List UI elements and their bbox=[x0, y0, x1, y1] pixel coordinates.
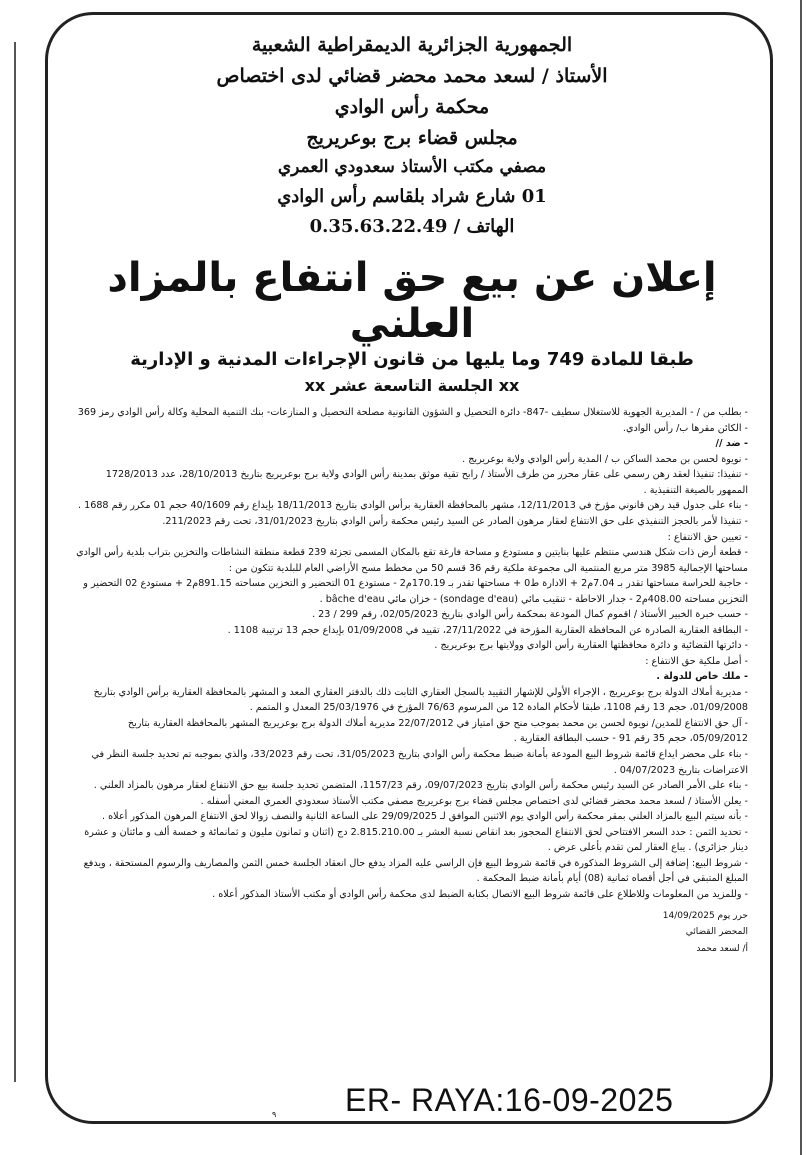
right-edge-line bbox=[800, 0, 802, 1155]
paragraph: - تعيين حق الانتفاع : bbox=[667, 531, 748, 543]
paragraph: - تنفيذا لأمر بالحجز التنفيذي على حق الانتفاع لعقار مرهون الصادر عن السيد رئيس محكمة رأس الوادي بتاريخ 31/01/2023، تحت رقم 211/2023. bbox=[162, 516, 748, 528]
paragraph: - قطعة أرض ذات شكل هندسي منتظم عليها بنايتين و مستودع و مساحة فارغة تقع بالمكان المسمى تجزئة 239 قطعة منطقة النشاطات والتخزين بتراب بلدية رأس الوادي مساحتها الإجمالية 3985 متر مربع المنتمية الى مجموعة ملكية رقم 36 قسم 50 من مخطط مسح الأراضي العام للبلدية تتكون من : bbox=[76, 547, 748, 574]
paragraph: - البطاقة العقارية الصادرة عن المحافظة العقارية المؤرخة في 27/11/2022، تقييد في 01/09/2008 بإيداع حجم 13 ترتيبة 1108 . bbox=[227, 624, 748, 636]
session-label: xx الجلسة التاسعة عشر xx bbox=[304, 376, 520, 396]
signature-block bbox=[72, 908, 752, 957]
paragraph: - حسب خبرة الخبير الأستاذ / اقموم كمال المودعة بمحكمة رأس الوادي بتاريخ 02/05/2023، رقم 299 / 23 . bbox=[312, 609, 748, 621]
notice-title: إعلان عن بيع حق انتفاع بالمزاد العلني bbox=[107, 255, 717, 348]
phone-line: الهاتف / 0.35.63.22.49 bbox=[309, 215, 515, 237]
signature-name: أ/ لسعد محمد bbox=[696, 943, 748, 954]
address-line: 01 شارع شراد بلقاسم رأس الوادي bbox=[277, 185, 547, 207]
paragraph: - ضد // bbox=[715, 438, 748, 450]
paragraph: - أصل ملكية حق الانتفاع : bbox=[645, 655, 748, 667]
paragraph: - وللمزيد من المعلومات وللاطلاع على قائمة شروط البيع الاتصال بكتابة الضبط لدى محكمة رأس الوادي أو مكتب الأستاذ المذكور أعلاه . bbox=[212, 888, 748, 900]
notice-subtitle: طبقا للمادة 749 وما يليها من قانون الإجراءات المدنية و الإدارية bbox=[130, 349, 694, 371]
left-edge-line bbox=[14, 42, 16, 1082]
notice-body bbox=[72, 405, 752, 902]
signature-date: حرر يوم 14/09/2025 bbox=[662, 911, 748, 922]
council-line: مجلس قضاء برج بوعريريج bbox=[306, 126, 518, 149]
paragraph: - تحديد الثمن : حدد السعر الافتتاحي لحق الانتفاع المحجوز بعد انقاص نسبة العشر بـ 2.815.210.00 دج (اثنان و ثمانون مليون و ثمانمائة و خمسة ألف و مائتان و عشرة دينار جزائري) . يباع العقار لمن تقدم بأعلى عرض . bbox=[84, 826, 748, 854]
paragraph: - مديرية أملاك الدولة برج بوعريريج ، الإجراء الأولي للإشهار التقييد بالسجل العقاري الثابت ذلك بالدفتر العقاري المعد و المشهر بالمحافظة العقارية برأس الوادي بتاريخ 01/09/2008، حجم 13 رقم 1108، طبقا لأحكام المادة 12 من المرسوم 76/63 المؤرخ في 25/03/1976 المعدل و المتمم . bbox=[93, 686, 748, 714]
paragraph: - حاجبة للحراسة مساحتها تقدر بـ 7.04م2 + الادارة ط0 + مساحتها تقدر بـ 170.19م2 - مستودع 01 التحضير و التخزين مساحته 891.15م2 + مستودع 02 التحضير و التخزين مساحته 408.00م2 - جدار الاحاطة - تنقيب مائي (sondage d'eau) - خزان مائي bâche d'eau . bbox=[83, 578, 748, 605]
paragraph: - بناء على محضر ايداع قائمة شروط البيع المودعة بأمانة ضبط محكمة رأس الوادي بتاريخ 31/05/2023، تحت رقم 33/2023، والذي بموجبه تم تحديد جلسة النظر في الاعتراضات بتاريخ 04/07/2023 . bbox=[91, 748, 748, 776]
court-line: محكمة رأس الوادي bbox=[334, 95, 490, 118]
footer-mark: ٩ bbox=[272, 1110, 277, 1119]
republic-header: الجمهورية الجزائرية الديمقراطية الشعبية bbox=[251, 34, 573, 56]
publication-stamp: ER- RAYA:16-09-2025 bbox=[345, 1082, 674, 1118]
paragraph: - يعلن الأستاذ / لسعد محمد محضر قضائي لدى اختصاص مجلس قضاء برج بوعريريج مصفي مكتب الأستاذ سعدودي العمري المعني أسفله . bbox=[200, 795, 748, 807]
paragraph: - شروط البيع: إضافة إلى الشروط المذكورة في قائمة شروط البيع فإن الراسي عليه المزاد يدفع حال انعقاد الجلسة خمس الثمن والمصاريف والرسوم المستحقة ، ويدفع المبلغ المتبقي في أجل أقصاه ثمانية (08) أيام بأمانة ضبط المحكمة . bbox=[83, 857, 748, 885]
paragraph: - نويوة لحسن بن محمد الساكن ب / المدية رأس الوادي ولاية بوعريريج . bbox=[462, 453, 748, 465]
paragraph: - آل حق الانتفاع للمدين/ نويوة لحسن بن محمد بموجب منح حق امتياز في 22/07/2012 مديرية أملاك الدولة برج بوعريريج المشهر بالمحافظة العقارية بتاريخ 05/09/2012، حجم 35 رقم 91 - حسب البطاقة العقارية . bbox=[127, 717, 748, 745]
paragraph: - بناء على الأمر الصادر عن السيد رئيس محكمة رأس الوادي بتاريخ 09/07/2023، رقم 1157/23، المتضمن تحديد جلسة بيع حق الانتفاع لعقار مرهون بالمزاد العلني . bbox=[93, 780, 748, 792]
paragraph: - ملك خاص للدولة . bbox=[656, 671, 748, 683]
paragraph: - بأنه سيتم البيع بالمزاد العلني بمقر محكمة رأس الوادي يوم الاثنين الموافق لـ 29/09/2025 على الساعة الثانية والنصف زوالا لحق الانتفاع المرهون المذكور أعلاه . bbox=[102, 811, 748, 823]
paragraph: - بناء على جدول قيد رهن قانوني مؤرخ في 12/11/2013، مشهر بالمحافظة العقارية برأس الوادي بتاريخ 18/11/2013 بإيداع رقم 40/1609 حجم 01 مكرر رقم 1688 . bbox=[78, 500, 748, 512]
office-line: مصفي مكتب الأستاذ سعدودي العمري bbox=[277, 157, 547, 178]
bailiff-line: الأستاذ / لسعد محمد محضر قضائي لدى اختصاص bbox=[216, 64, 608, 87]
paragraph: - دائرتها القضائية و دائرة محافظتها العقارية رأس الوادي وولايتها برج بوعريريج . bbox=[434, 640, 748, 652]
signature-role: المحضر القضائي bbox=[685, 927, 748, 938]
paragraph: - بطلب من / - المديرية الجهوية للاستغلال سطيف -847- دائرة التحصيل و الشؤون القانونية مصلحة التحصيل و المنازعات- بنك التنمية المحلية وكالة رأس الوادي رمز 369 - الكائن مقرها ب/ رأس الوادي. bbox=[77, 407, 748, 434]
paragraph: - تنفيذا: تنفيذا لعقد رهن رسمي على عقار محرر من طرف الأستاذ / رابح تقية موثق بمدينة رأس الوادي ولاية برج بوعريريج بتاريخ 28/10/2013، عدد 1728/2013 الممهور بالصيغة التنفيذية . bbox=[105, 469, 748, 496]
notice-content bbox=[72, 35, 752, 957]
